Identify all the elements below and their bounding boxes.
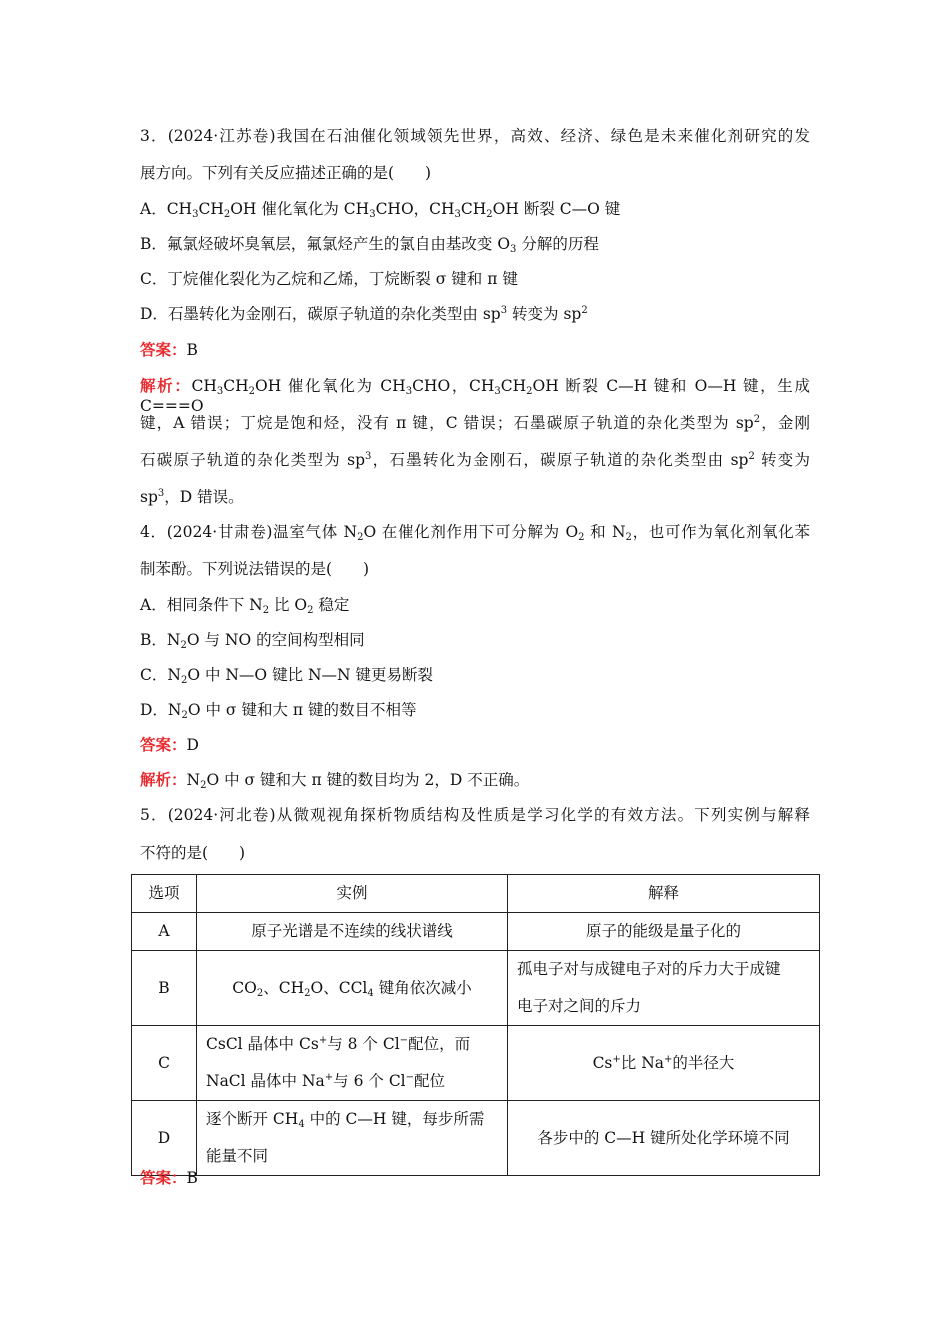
table-header-cell: 实例 — [197, 875, 508, 913]
q3-analysis-line-2: 键，A 错误；丁烷是饱和烃，没有 π 键，C 错误；石墨碳原子轨道的杂化类型为 $sp^2$，金刚 — [140, 414, 810, 432]
q5-stem-line-2: 不符的是( ) — [140, 844, 246, 862]
q5-answer: 答案：B — [140, 1168, 198, 1187]
q4-option-a: A．相同条件下 $N_2$ 比 $O_2$ 稳定 — [140, 596, 350, 616]
table-row — [132, 913, 820, 951]
q3-option-c: C．丁烷催化裂化为乙烷和乙烯，丁烷断裂 σ 键和 π 键 — [140, 270, 518, 288]
table-cell: C — [132, 1026, 197, 1101]
q5-source: 河北卷 — [218, 806, 270, 824]
q4-option-c: C．$N_2O$ 中 N—O 键比 N—N 键更易断裂 — [140, 666, 434, 686]
q4-option-b: B．$N_2O$ 与 NO 的空间构型相同 — [140, 631, 365, 651]
q3-option-a: A．$CH_3CH_2OH$ 催化氧化为 $CH_3CHO$，$CH_3CH_2OH$ 断裂 C—O 键 — [140, 200, 621, 220]
q4-stem-line-1: 4．(2024·甘肃卷)温室气体 $N_2O$ 在催化剂作用下可分解为 $O_2$ 和 $N_2$，也可作为氧化剂氧化苯 — [140, 523, 810, 543]
table-header-cell: 解释 — [508, 875, 820, 913]
q3-stem-line-2: 展方向。下列有关反应描述正确的是( ) — [140, 164, 432, 182]
table-cell: D — [132, 1101, 197, 1176]
table-cell: 原子光谱是不连续的线状谱线 — [197, 913, 508, 951]
table-cell: 各步中的 C—H 键所处化学环境不同 — [508, 1101, 820, 1176]
q3-answer: 答案：B — [140, 340, 198, 359]
table-header-cell: 选项 — [132, 875, 197, 913]
q3-analysis-line-3: 石碳原子轨道的杂化类型为 $sp^3$，石墨转化为金刚石，碳原子轨道的杂化类型由 $sp^2$ 转变为 — [140, 451, 811, 469]
table-row — [132, 1026, 820, 1101]
q3-option-d: D．石墨转化为金刚石，碳原子轨道的杂化类型由 $sp^3$ 转变为 $sp^2$ — [140, 305, 588, 323]
table-cell: CsCl 晶体中 Cs+与 8 个 Cl−配位，而 NaCl 晶体中 Na+与 6 个 Cl−配位 — [197, 1026, 508, 1101]
q4-source: 甘肃卷 — [217, 523, 267, 541]
q5-stem-line-1: 5．(2024·河北卷)从微观视角探析物质结构及性质是学习化学的有效方法。下列实例与解释 — [140, 806, 810, 824]
q3-source: 江苏卷 — [218, 127, 270, 145]
table-header-row — [132, 875, 820, 913]
q4-analysis-line-1: 解析：$N_2O$ 中 σ 键和大 π 键的数目均为 2，D 不正确。 — [140, 770, 530, 791]
table-cell: $CO_2$、$CH_2O$、CCl$_4$ 键角依次减小 — [197, 951, 508, 1026]
table-cell: 原子的能级是量子化的 — [508, 913, 820, 951]
q4-option-d: D．$N_2O$ 中 σ 键和大 π 键的数目不相等 — [140, 701, 417, 721]
q3-option-b: B．氟氯烃破坏臭氧层，氟氯烃产生的氯自由基改变 $O_3$ 分解的历程 — [140, 235, 599, 255]
q3-stem-line-1: 3．(2024·江苏卷)我国在石油催化领域领先世界，高效、经济、绿色是未来催化剂研究的发 — [140, 127, 810, 145]
table-cell: 孤电子对与成键电子对的斥力大于成键 电子对之间的斥力 — [508, 951, 820, 1026]
q3-analysis-line-1: 解析：$CH_3CH_2OH$ 催化氧化为 $CH_3CHO$，$CH_3CH_2OH$ 断裂 C—H 键和 O—H 键，生成 C===O — [140, 376, 810, 415]
q5-table — [131, 874, 820, 1176]
table-cell: 逐个断开 $CH_4$ 中的 C—H 键，每步所需 能量不同 — [197, 1101, 508, 1176]
table-cell: A — [132, 913, 197, 951]
q4-answer: 答案：D — [140, 735, 199, 754]
table-cell: B — [132, 951, 197, 1026]
table-row — [132, 951, 820, 1026]
table-row — [132, 1101, 820, 1176]
q4-stem-line-2: 制苯酚。下列说法错误的是( ) — [140, 560, 370, 578]
q3-analysis-line-4: $sp^3$，D 错误。 — [140, 488, 244, 506]
table-cell: Cs+比 Na+的半径大 — [508, 1026, 820, 1101]
